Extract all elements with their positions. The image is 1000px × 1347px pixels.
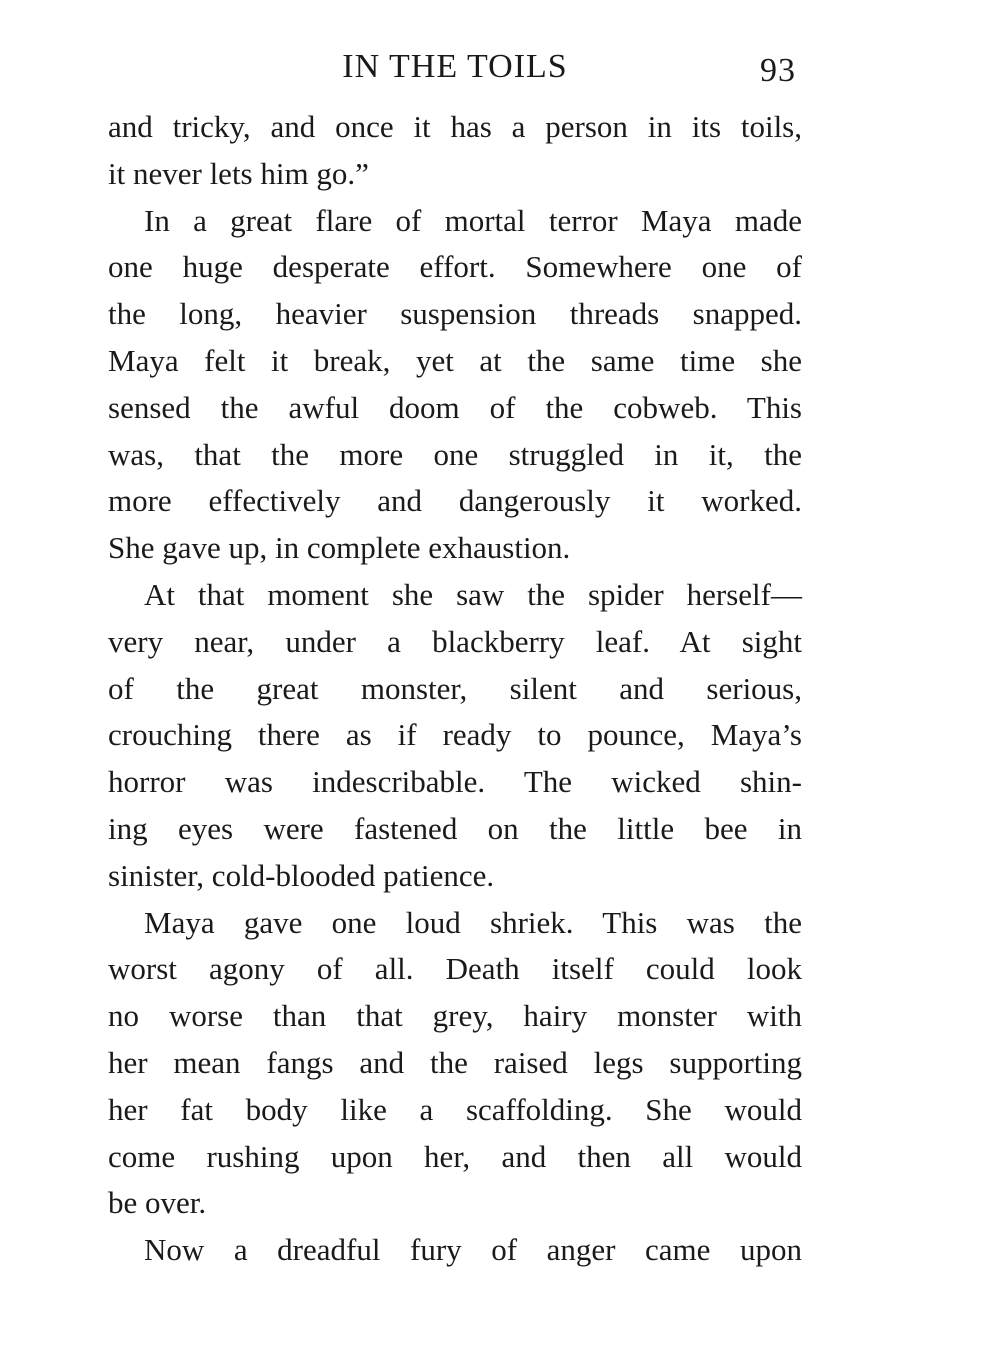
- text-line: be over.: [108, 1185, 207, 1221]
- text-line: In a great flare of mortal terror Maya made: [144, 202, 802, 238]
- text-line: very near, under a blackberry leaf. At sight: [108, 623, 802, 659]
- running-head: [108, 48, 802, 92]
- text-line: worst agony of all. Death itself could look: [108, 951, 802, 987]
- text-line: Maya felt it break, yet at the same time she: [108, 342, 802, 378]
- text-line: more effectively and dangerously it worked.: [108, 483, 802, 519]
- text-line: one huge desperate effort. Somewhere one of: [108, 249, 802, 285]
- text-line: and tricky, and once it has a person in its toils,: [108, 109, 802, 144]
- text-line: sensed the awful doom of the cobweb. This: [108, 389, 802, 425]
- text-line: At that moment she saw the spider herself—: [144, 576, 802, 612]
- chapter-title: IN THE TOILS: [342, 48, 568, 85]
- text-line: Maya gave one loud shriek. This was the: [144, 904, 802, 940]
- text-line: it never lets him go.”: [108, 155, 369, 191]
- text-line: of the great monster, silent and serious,: [108, 670, 802, 706]
- text-line: was, that the more one struggled in it, the: [108, 436, 802, 472]
- body-text: [108, 104, 802, 1274]
- page-number: 93: [760, 52, 796, 89]
- text-line: no worse than that grey, hairy monster with: [108, 998, 802, 1034]
- text-line: her mean fangs and the raised legs supporting: [108, 1044, 802, 1080]
- text-line: crouching there as if ready to pounce, Maya’s: [108, 717, 802, 753]
- text-line: come rushing upon her, and then all would: [108, 1138, 802, 1174]
- text-line: Now a dreadful fury of anger came upon: [144, 1232, 802, 1268]
- text-line: sinister, cold-blooded patience.: [108, 857, 495, 893]
- text-line: horror was indescribable. The wicked shin-: [108, 764, 802, 800]
- text-line: ing eyes were fastened on the little bee in: [108, 810, 802, 846]
- text-line: the long, heavier suspension threads snapped.: [108, 296, 802, 332]
- text-line: her fat body like a scaffolding. She would: [108, 1091, 802, 1127]
- text-line: She gave up, in complete exhaustion.: [108, 530, 571, 566]
